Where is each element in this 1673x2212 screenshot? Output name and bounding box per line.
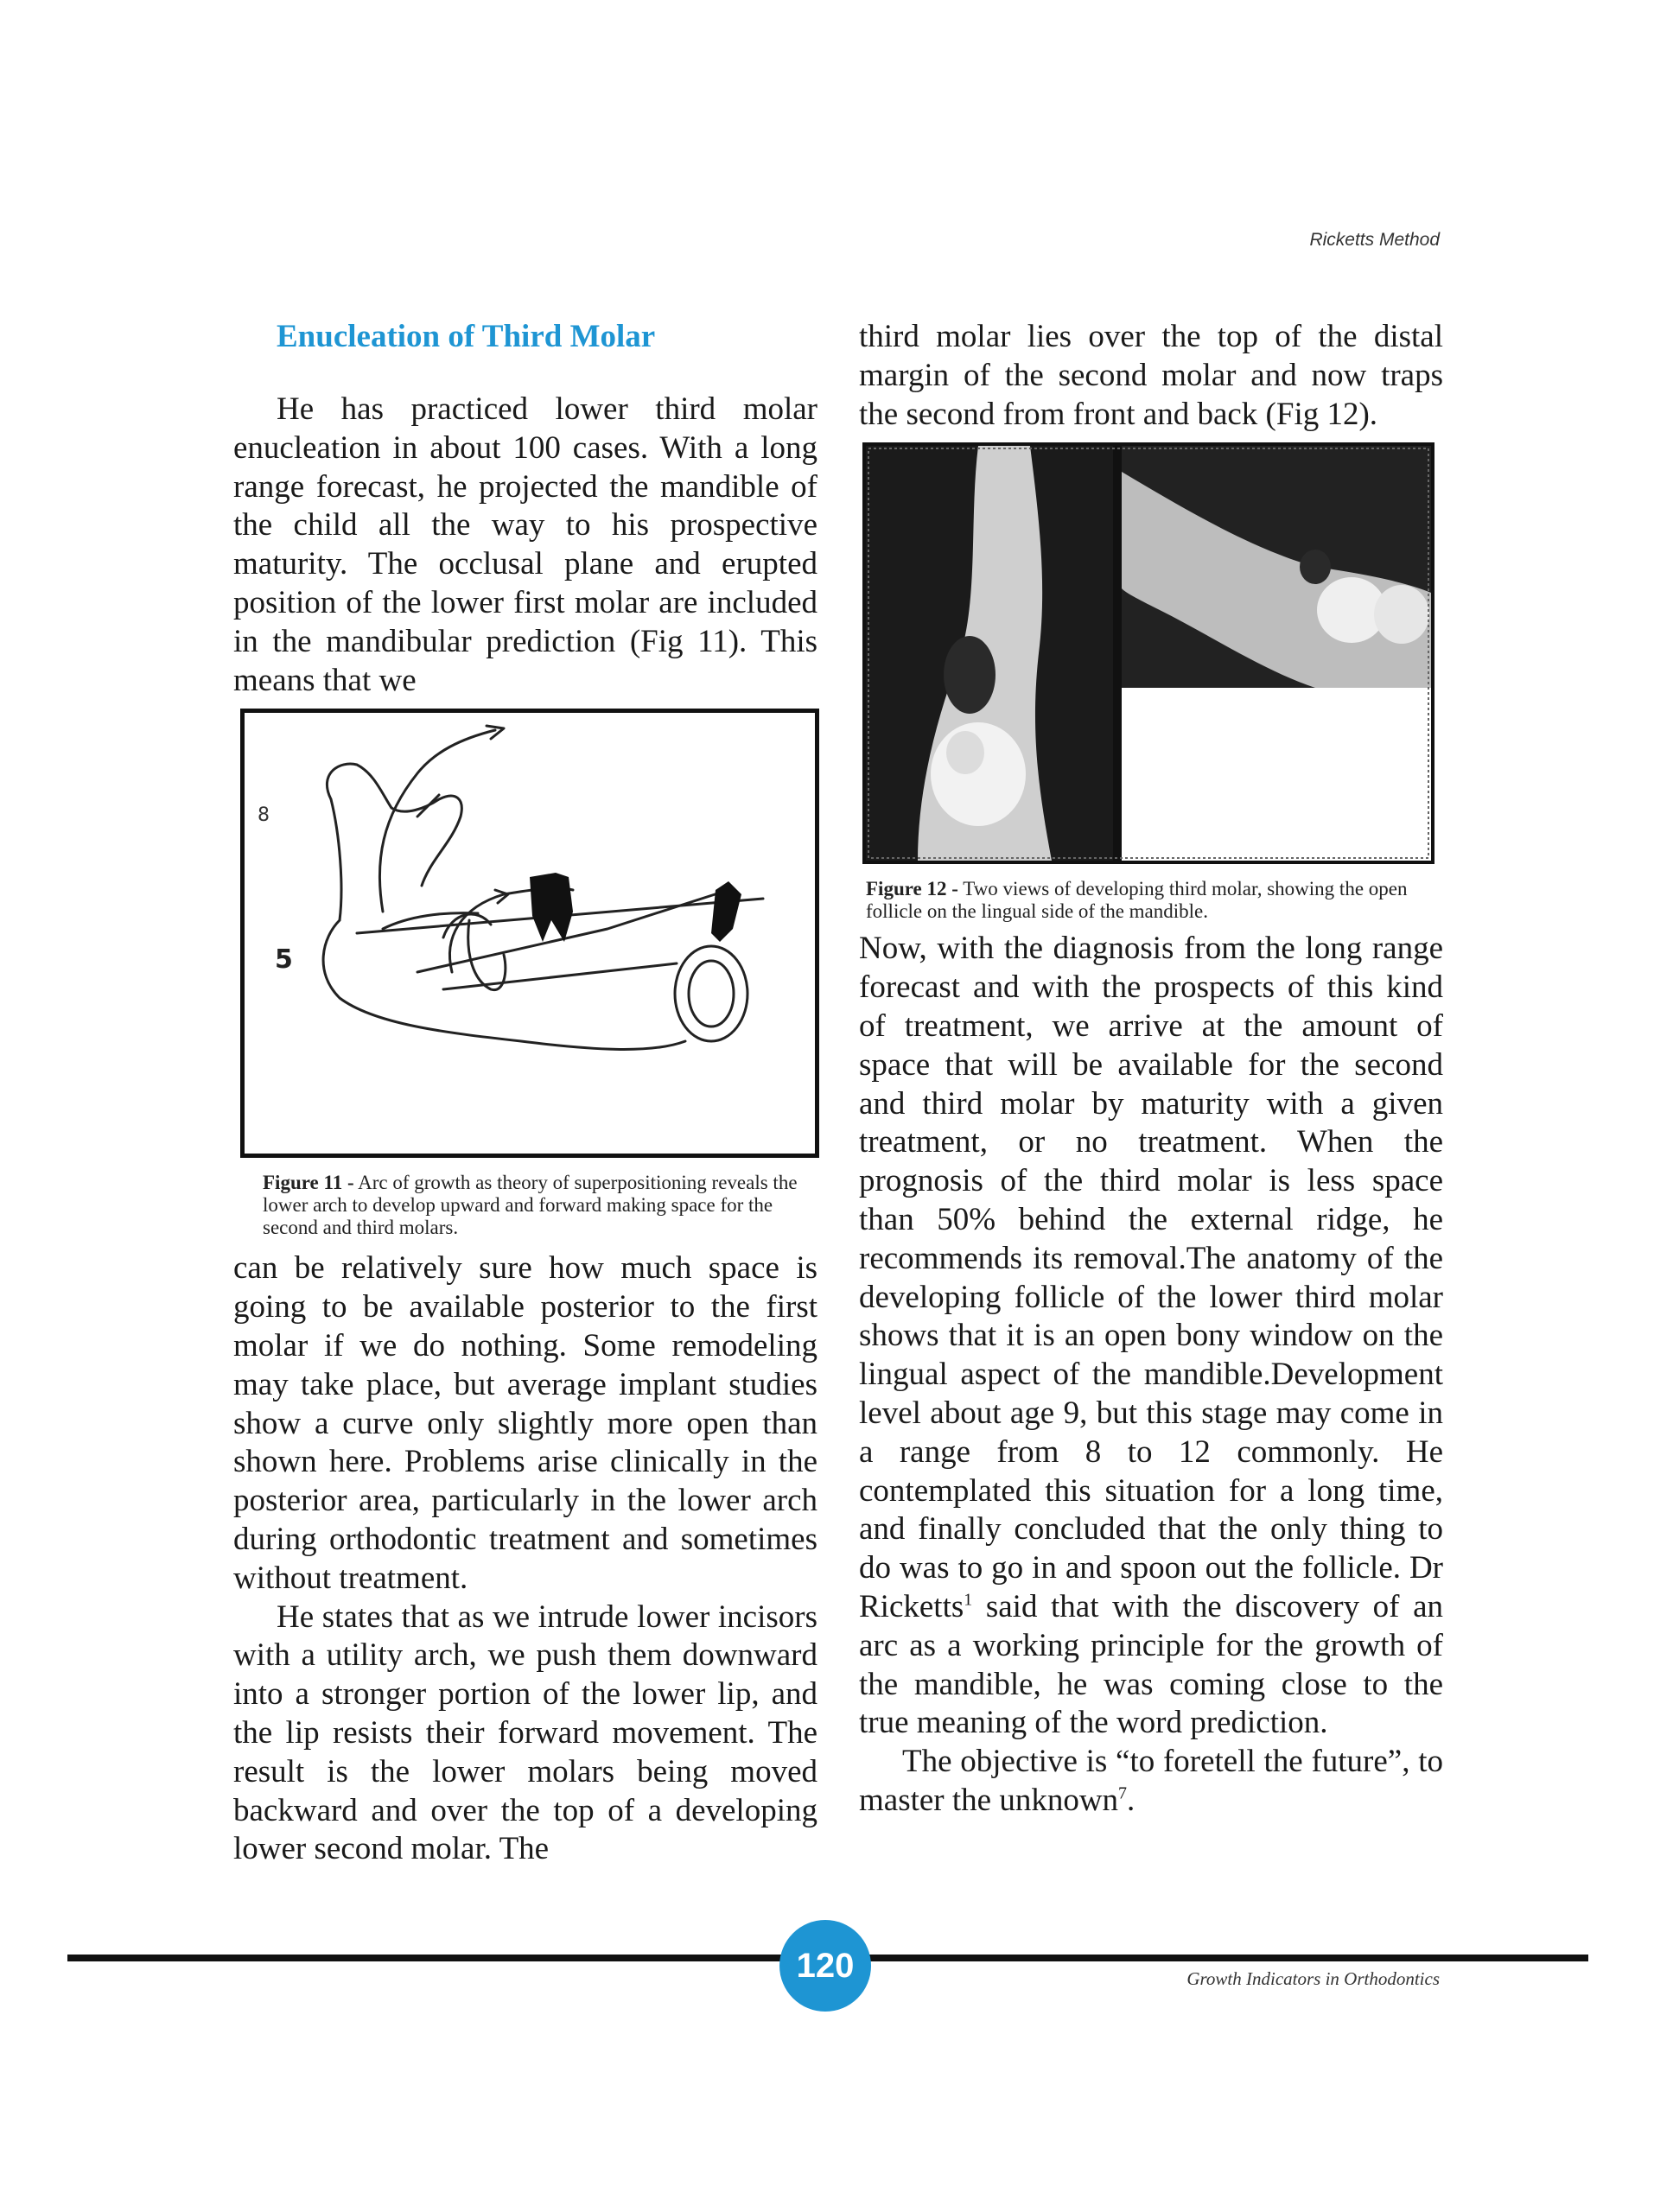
figure-11-label-5: 5 (275, 944, 293, 976)
footer-book-title: Growth Indicators in Orthodontics (1186, 1968, 1440, 1989)
page-number-badge: 120 (779, 1920, 871, 2012)
left-paragraph-2: can be relatively sure how much space is going to be available posterior to the first molar if we do nothing. Some remodeling may take place, but average implant studies show a curve only slightly more open than shown here. Problems arise clinically in the posterior area, particularly in the lower arch during orthodontic treatment and sometimes without treatment. (233, 1250, 817, 1596)
figure-12-caption-label: Figure 12 - (866, 878, 958, 900)
right-paragraph-2-part-b: said that with the discovery of an arc as a working principle for the growth of the mandible, he was coming close to the true meaning of the word prediction. (859, 1588, 1443, 1741)
figure-12-photo (862, 442, 1434, 864)
figure-12-caption (866, 878, 1443, 923)
figure-11-caption (263, 1172, 817, 1239)
right-paragraph-2 (859, 930, 1443, 1743)
right-column (859, 318, 1443, 1821)
right-paragraph-3 (859, 1743, 1443, 1821)
right-paragraph-3-part-b: . (1127, 1782, 1135, 1818)
figure-11-caption-text: Arc of growth as theory of superpositioning reveals the lower arch to develop upward and forward making space for the second and third molars. (263, 1172, 798, 1239)
figure-11-label-8: 8 (258, 804, 270, 827)
left-column (233, 318, 817, 1869)
left-paragraph-1: He has practiced lower third molar enucleation in about 100 cases. With a long range forecast, he projected the mandible of the child all the way to his prospective maturity. The occlusal plane and erupted position of the lower first molar are included in the mandibular prediction (Fig 11). This means that we (233, 391, 817, 698)
running-head: Ricketts Method (1309, 230, 1440, 250)
figure-11-caption-label: Figure 11 - (263, 1172, 354, 1194)
citation-1: 1 (964, 1590, 973, 1610)
left-paragraph-3: He states that as we intrude lower incisors with a utility arch, we push them downward into a stronger portion of the lower lip, and the lip resists their forward movement. The result is the lower molars being moved backward and over the top of a developing lower second molar. The (233, 1599, 817, 1867)
citation-7: 7 (1118, 1783, 1128, 1803)
right-paragraph-3-part-a: The objective is “to foretell the future”, to master the unknown (859, 1744, 1443, 1818)
figure-11-drawing (240, 709, 819, 1158)
right-paragraph-1: third molar lies over the top of the distal margin of the second molar and now traps the second from front and back (Fig 12). (859, 319, 1443, 432)
third-molar-radiograph (866, 446, 1431, 861)
mandible-growth-arc-diagram (245, 713, 815, 1154)
figure-12-caption-text: Two views of developing third molar, showing the open follicle on the lingual side of the mandible. (866, 878, 1408, 923)
right-paragraph-2-part-a: Now, with the diagnosis from the long range forecast and with the prospects of this kind of treatment, we arrive at the amount of space that will be available for the second and third molar by maturity with a given treatment, or no treatment. When the prognosis of the third molar is less space than 50% behind the external ridge, he recommends its removal.The anatomy of the developing follicle of the lower third molar shows that it is an open bony window on the lingual aspect of the mandible.Development level about age 9, but this stage may come in a range from 8 to 12 commonly. He contemplated this situation for a long time, and finally concluded that the only thing to do was to go in and spoon out the follicle. Dr Ricketts (859, 931, 1443, 1624)
section-heading: Enucleation of Third Molar (277, 319, 656, 354)
